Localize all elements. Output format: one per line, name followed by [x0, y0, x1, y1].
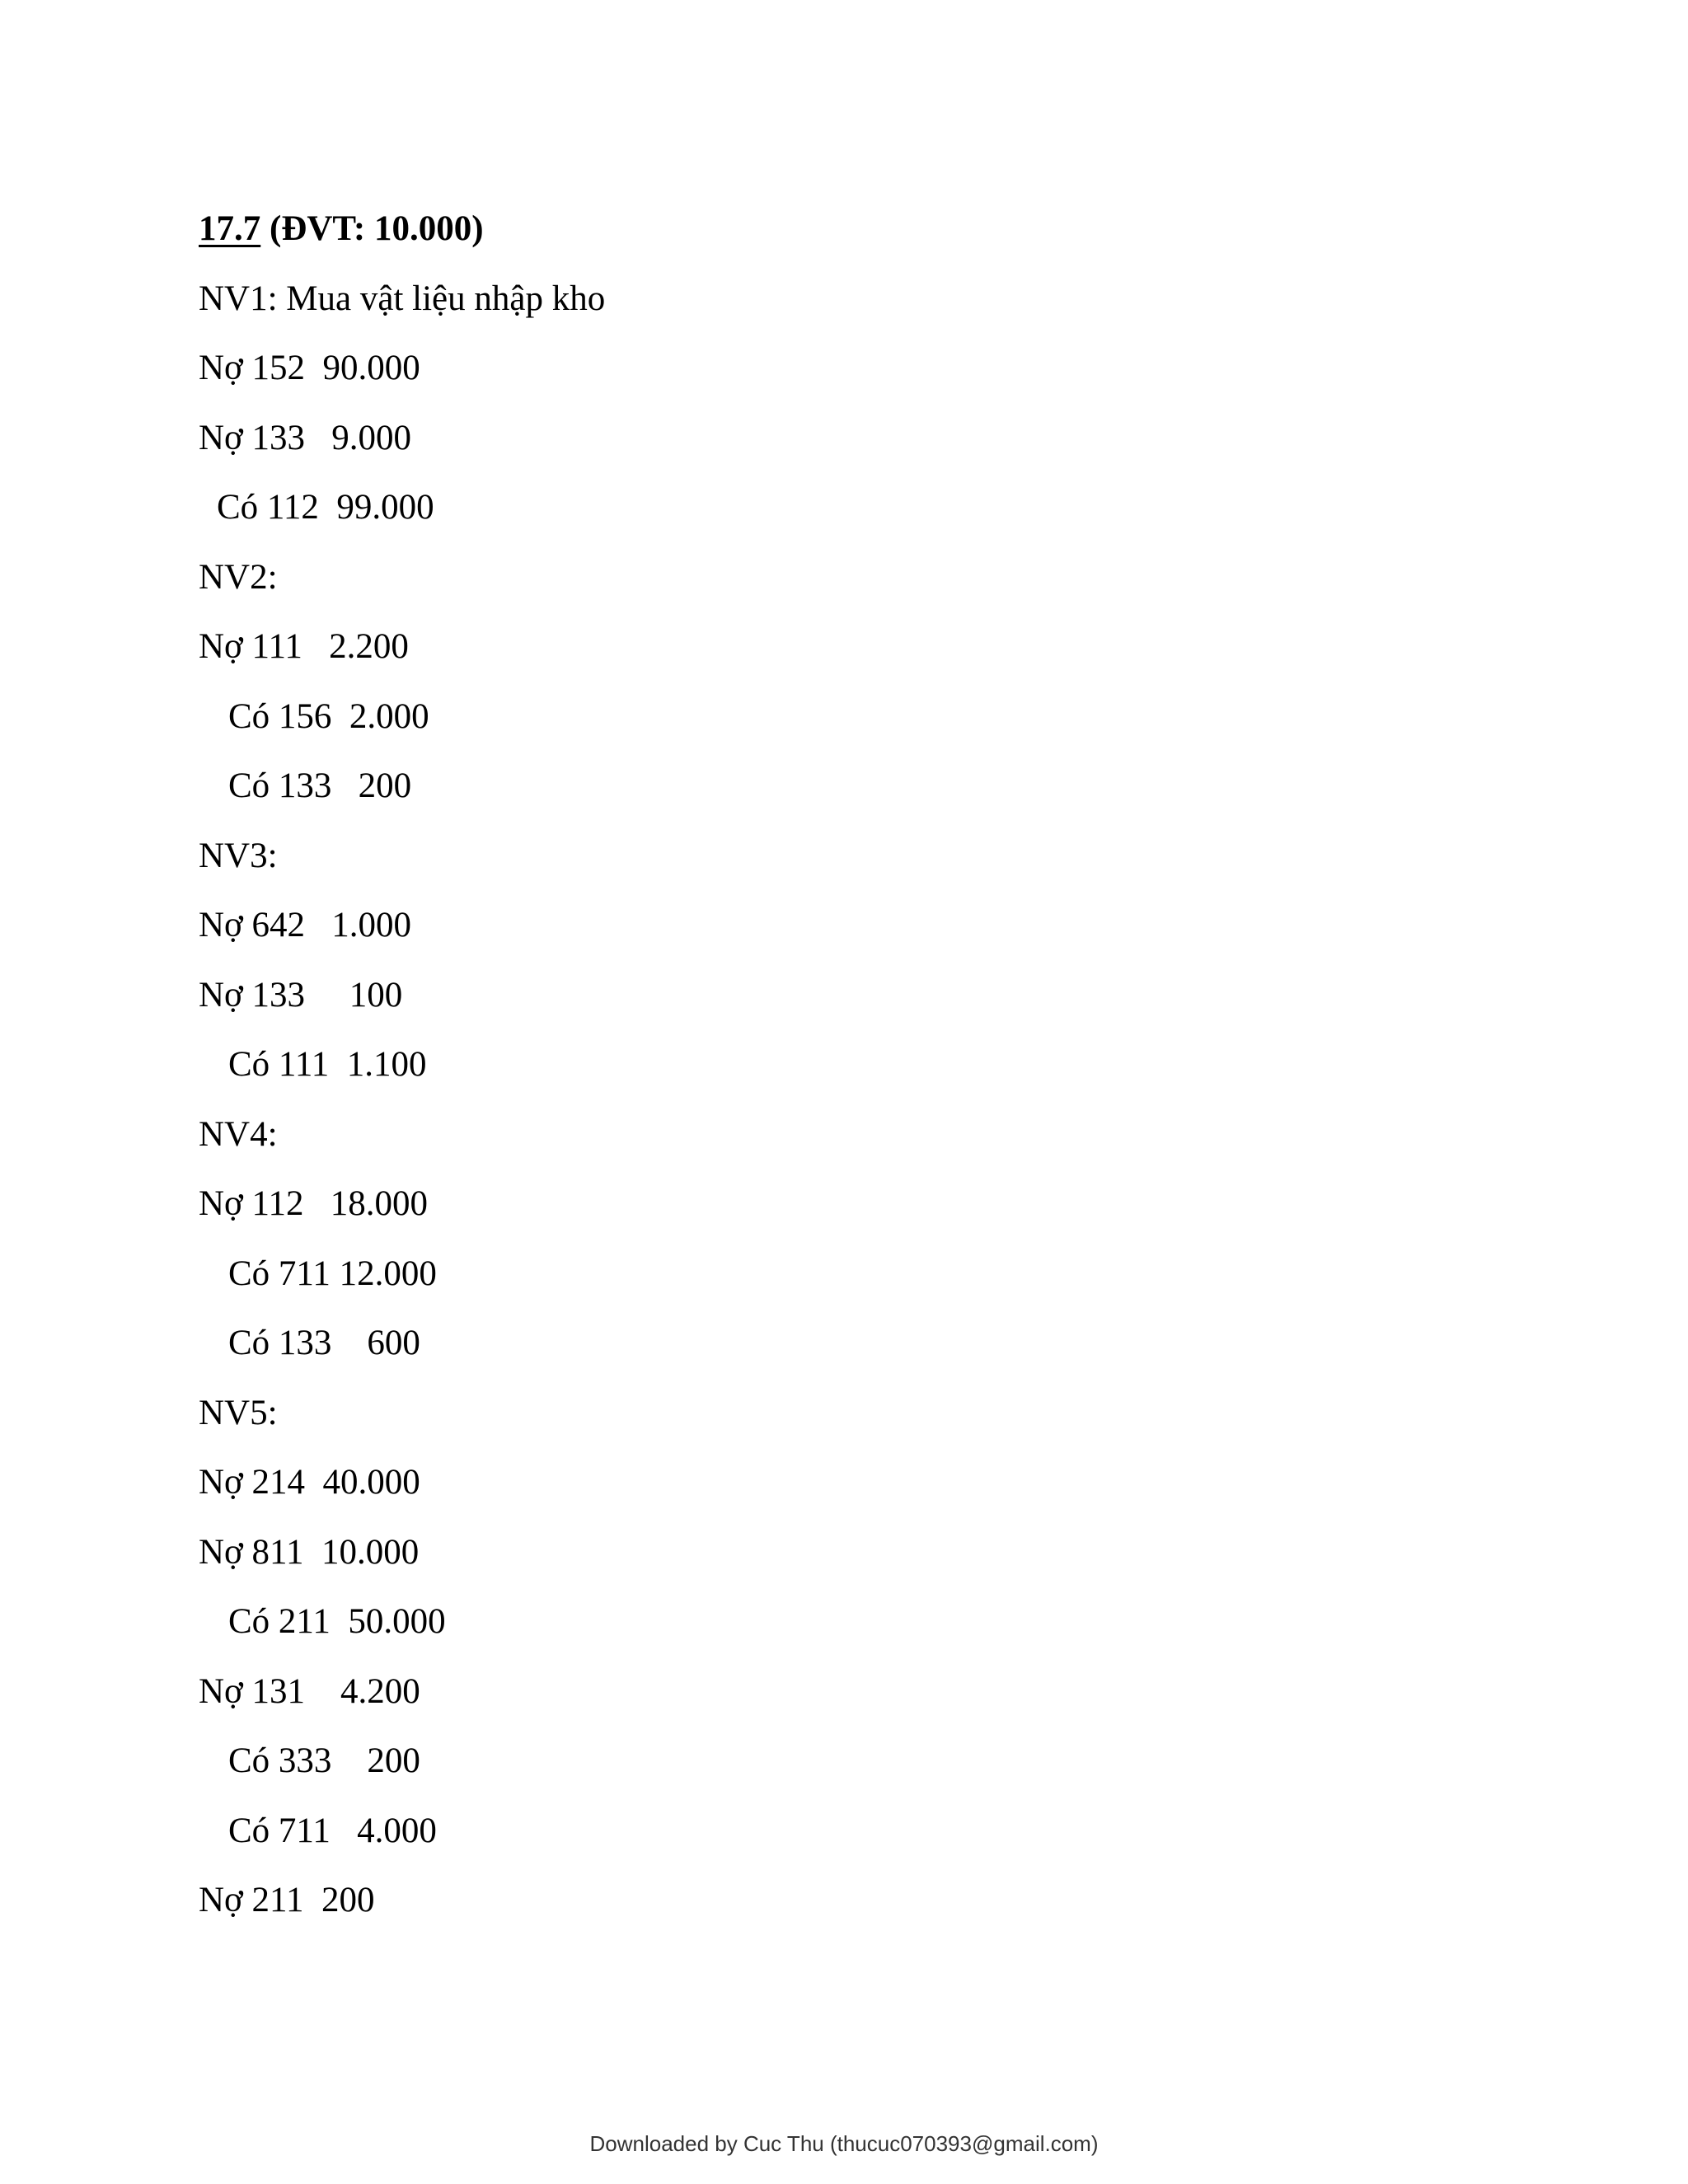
journal-line: Có 111 1.100: [228, 1045, 427, 1084]
journal-line: NV5:: [199, 1393, 278, 1432]
exercise-number: 17.7: [199, 209, 261, 248]
journal-entries: [199, 265, 1484, 1936]
journal-line: Nợ 131 4.200: [199, 1671, 420, 1711]
journal-line: NV1: Mua vật liệu nhập kho: [199, 279, 606, 318]
journal-line: Có 211 50.000: [228, 1602, 446, 1641]
journal-line: Có 133 600: [228, 1324, 420, 1362]
journal-line: Có 133 200: [228, 766, 412, 805]
journal-line: NV2:: [199, 557, 278, 597]
exercise-title: [199, 194, 1484, 265]
journal-line: NV3:: [199, 836, 278, 875]
exercise-unit: (ĐVT: 10.000): [260, 209, 484, 248]
journal-line: Nợ 133 9.000: [199, 418, 412, 457]
journal-line: NV4:: [199, 1114, 278, 1154]
document-page: [199, 194, 1484, 1936]
journal-line: Có 333 200: [228, 1741, 420, 1780]
journal-line: Có 711 12.000: [228, 1254, 437, 1293]
journal-line: Nợ 112 18.000: [199, 1184, 428, 1223]
journal-line: Nợ 811 10.000: [199, 1532, 420, 1572]
journal-line: Nợ 133 100: [199, 975, 403, 1015]
journal-line: Nợ 214 40.000: [199, 1463, 420, 1502]
journal-line: Nợ 211 200: [199, 1881, 375, 1919]
journal-line: Có 156 2.000: [228, 696, 429, 736]
journal-line: Nợ 152 90.000: [199, 349, 420, 387]
journal-line: Có 711 4.000: [228, 1811, 437, 1850]
journal-line: Nợ 111 2.200: [199, 627, 409, 666]
journal-line: Nợ 642 1.000: [199, 906, 412, 944]
journal-line: Có 112 99.000: [217, 488, 434, 527]
download-footer: Downloaded by Cuc Thu (thucuc070393@gmail.com): [589, 2131, 1099, 2156]
